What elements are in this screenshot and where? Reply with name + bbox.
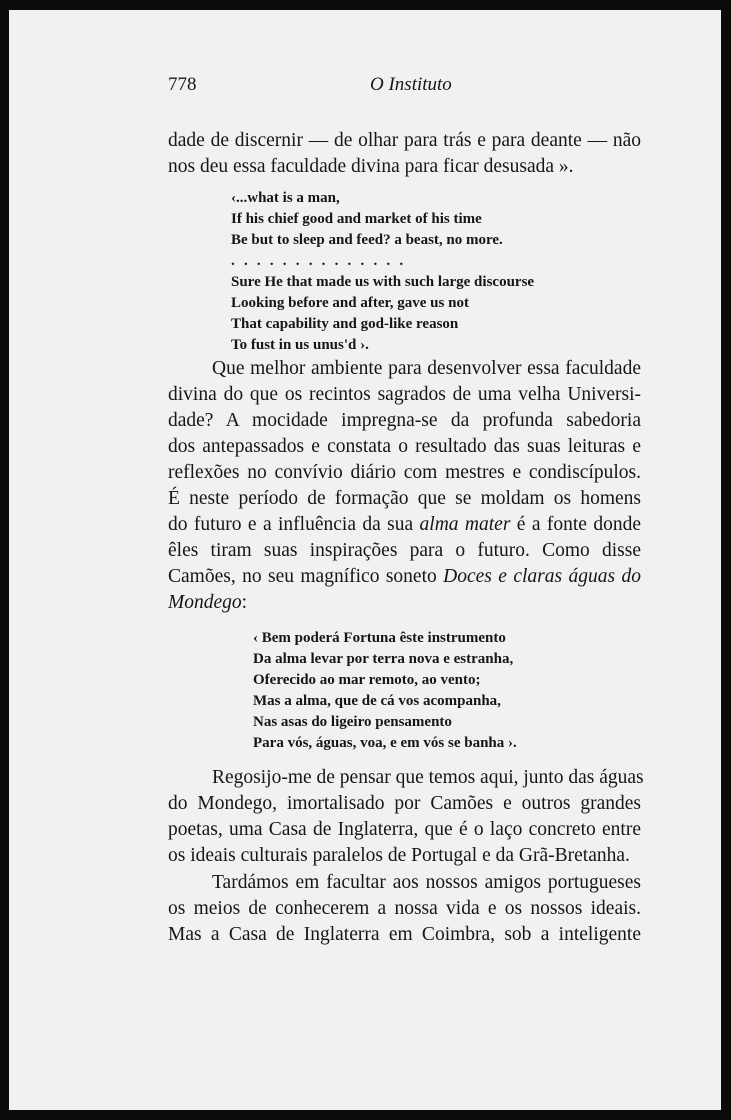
quote-line: ‹ Bem poderá Fortuna êste instrumento — [253, 630, 506, 646]
sonnet-title-end: Mondego — [168, 592, 242, 613]
quote-ellipsis: .............. — [231, 253, 413, 269]
text-line: Regosijo-me de pensar que temos aqui, junto das águas — [212, 767, 644, 788]
quote-line: Nas asas do ligeiro pensamento — [253, 714, 452, 730]
quote-line: Sure He that made us with such large discourse — [231, 274, 535, 290]
text-line: É neste período de formação que se moldam os homens — [168, 488, 641, 509]
page-number: 778 — [168, 74, 197, 95]
text-line: dade de discernir — de olhar para trás e para deante — não — [168, 130, 641, 151]
page-sheet — [9, 10, 721, 1110]
text-line: Tardámos em facultar aos nossos amigos portugueses — [212, 872, 641, 893]
paragraph-1 — [168, 128, 641, 180]
text-line: Mas a Casa de Inglaterra em Coimbra, sob a inteligente — [168, 924, 641, 945]
quote-line: Da alma levar por terra nova e estranha, — [253, 651, 514, 667]
quote-shakespeare — [231, 188, 534, 356]
quote-line: ‹...what is a man, — [231, 190, 340, 206]
text-line: Mondego: — [168, 592, 248, 613]
text-line: divina do que os recintos sagrados de uma velha Universi- — [168, 384, 641, 405]
sonnet-title: Doces e claras águas do — [443, 566, 641, 587]
quote-camoes — [253, 628, 517, 754]
quote-line: Be but to sleep and feed? a beast, no more. — [231, 232, 503, 248]
text-line: reflexões no convívio diário com mestres e condiscípulos. — [168, 462, 641, 483]
paragraph-4 — [168, 870, 641, 948]
text-line: do Mondego, imortalisado por Camões e outros grandes — [168, 793, 641, 814]
running-title: O Instituto — [370, 74, 452, 95]
paragraph-3 — [168, 765, 644, 869]
quote-line: That capability and god-like reason — [231, 316, 459, 332]
quote-line: To fust in us unus'd ›. — [231, 337, 369, 353]
text-line: dos antepassados e constata o resultado das suas leituras e — [168, 436, 641, 457]
italic-term: alma mater — [419, 514, 511, 535]
quote-line: Para vós, águas, voa, e em vós se banha ›. — [253, 735, 517, 751]
text-line: do futuro e a influência da sua alma mater é a fonte donde — [168, 514, 641, 535]
quote-line: If his chief good and market of his time — [231, 211, 482, 227]
text-line: êles tiram suas inspirações para o futuro. Como disse — [168, 540, 641, 561]
text-line: dade? A mocidade impregna-se da profunda sabedoria — [168, 410, 641, 431]
text-line: nos deu essa faculdade divina para ficar desusada ». — [168, 156, 574, 177]
quote-line: Looking before and after, gave us not — [231, 295, 469, 311]
quote-line: Oferecido ao mar remoto, ao vento; — [253, 672, 481, 688]
paragraph-2 — [168, 356, 641, 616]
text-line: Camões, no seu magnífico soneto Doces e claras águas do — [168, 566, 641, 587]
quote-line: Mas a alma, que de cá vos acompanha, — [253, 693, 501, 709]
text-line: poetas, uma Casa de Inglaterra, que é o laço concreto entre — [168, 819, 641, 840]
text-line: os meios de conhecerem a nossa vida e os nossos ideais. — [168, 898, 641, 919]
text-line: Que melhor ambiente para desenvolver essa faculdade — [212, 358, 641, 379]
text-line: os ideais culturais paralelos de Portugal e da Grã-Bretanha. — [168, 845, 630, 866]
